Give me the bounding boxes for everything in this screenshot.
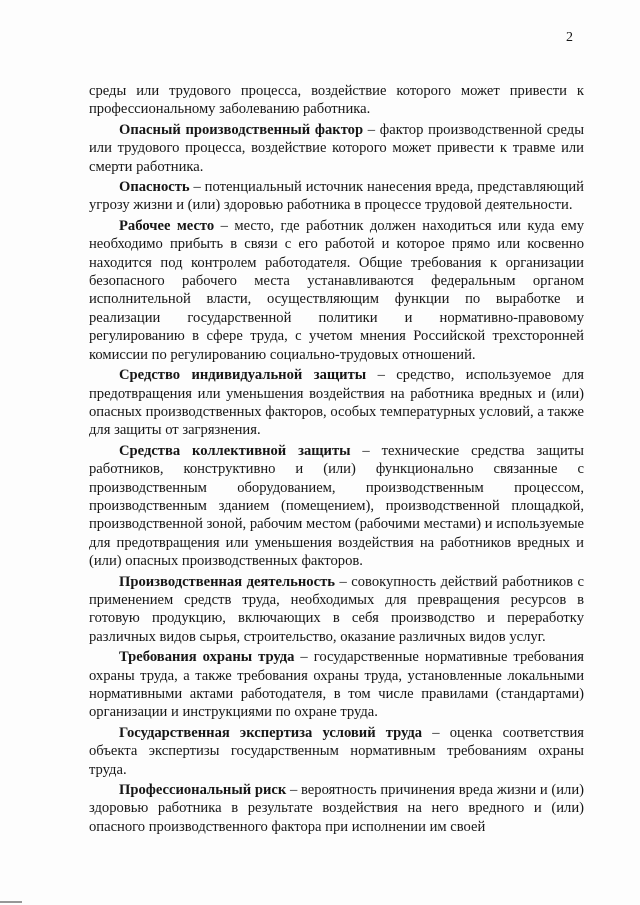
definition-term: Требования охраны труда (119, 649, 295, 666)
definition-collective-protection (89, 442, 584, 571)
definition-term: Опасный производственный фактор (119, 121, 364, 138)
definition-danger (89, 178, 584, 215)
definition-text: – вероятность причинения вреда жизни и (или) здоровью работника в результате воздействия на него вредного и (или) опасного производственного фактора при исполнении им своей (89, 782, 585, 835)
definition-term: Государственная экспертиза условий труда (119, 724, 423, 741)
definition-text: – фактор производственной среды или трудового процесса, воздействие которого может привести к травме или смерти работника. (89, 121, 584, 175)
definition-term: Производственная деятельность (119, 573, 335, 590)
definition-text: – средство, используемое для предотвращения или уменьшения воздействия на работника вредных и (или) опасных производственных факторов, особых температурных условий, а также для защиты от загрязнения. (89, 367, 584, 439)
definition-professional-risk (89, 781, 584, 836)
definition-personal-protective-equipment (89, 366, 584, 440)
definition-text: – место, где работник должен находиться или куда ему необходимо прибыть в связи с его работой и которое прямо или косвенно находится под контролем работодателя. Общие требования к организации безопасного рабочего места устанавливаются федеральным органом исполнительной власти, осуществляющим функции по выработке и реализации государственной политики и нормативно-правовому регулированию в сфере труда, с учетом мнения Российской трехсторонней комиссии по регулированию социально-трудовых отношений. (89, 217, 584, 363)
definition-term: Профессиональный риск (119, 782, 287, 799)
definition-text: – совокупность действий работников с применением средств труда, необходимых для превращения ресурсов в готовую продукцию, включающих в себя производство и переработку различных видов сырья, строительство, оказание различных видов услуг. (89, 573, 584, 645)
definition-labor-protection-requirements (89, 648, 584, 722)
definition-state-expertise (89, 724, 584, 779)
definition-text: – технические средства защиты работников, конструктивно и (или) функционально связанные с производственным оборудованием, производственным процессом, производственным зданием (помещением), производственной площадкой, производственной зоной, рабочим местом (рабочими местами) и используемые для предотвращения или уменьшения воздействия на работников вредных и (или) опасных производственных факторов. (89, 442, 584, 570)
definition-production-activity (89, 573, 584, 647)
definition-hazardous-factor (89, 121, 584, 176)
definition-term: Средства коллективной защиты (119, 442, 351, 459)
document-body (89, 82, 584, 838)
definition-text: – государственные нормативные требования охраны труда, а также требования охраны труда, установленные локальными нормативными актами работодателя, в том числе правилами (стандартами) организации и инструкциями по охране труда. (89, 649, 584, 721)
scan-edge-artifact (0, 901, 640, 903)
paragraph-continuation (89, 82, 584, 119)
paragraph-text: среды или трудового процесса, воздействие которого может привести к профессиональному заболеванию работника. (89, 83, 584, 118)
definition-term: Опасность (119, 179, 190, 196)
definition-term: Рабочее место (119, 217, 215, 234)
page-number: 2 (566, 30, 573, 45)
definition-term: Средство индивидуальной защиты (119, 367, 367, 384)
definition-text: – потенциальный источник нанесения вреда, представляющий угрозу жизни и (или) здоровью работника в процессе трудовой деятельности. (89, 179, 584, 214)
definition-workplace (89, 217, 584, 364)
definition-text: – оценка соответствия объекта экспертизы государственным нормативным требованиям охраны труда. (89, 724, 584, 778)
